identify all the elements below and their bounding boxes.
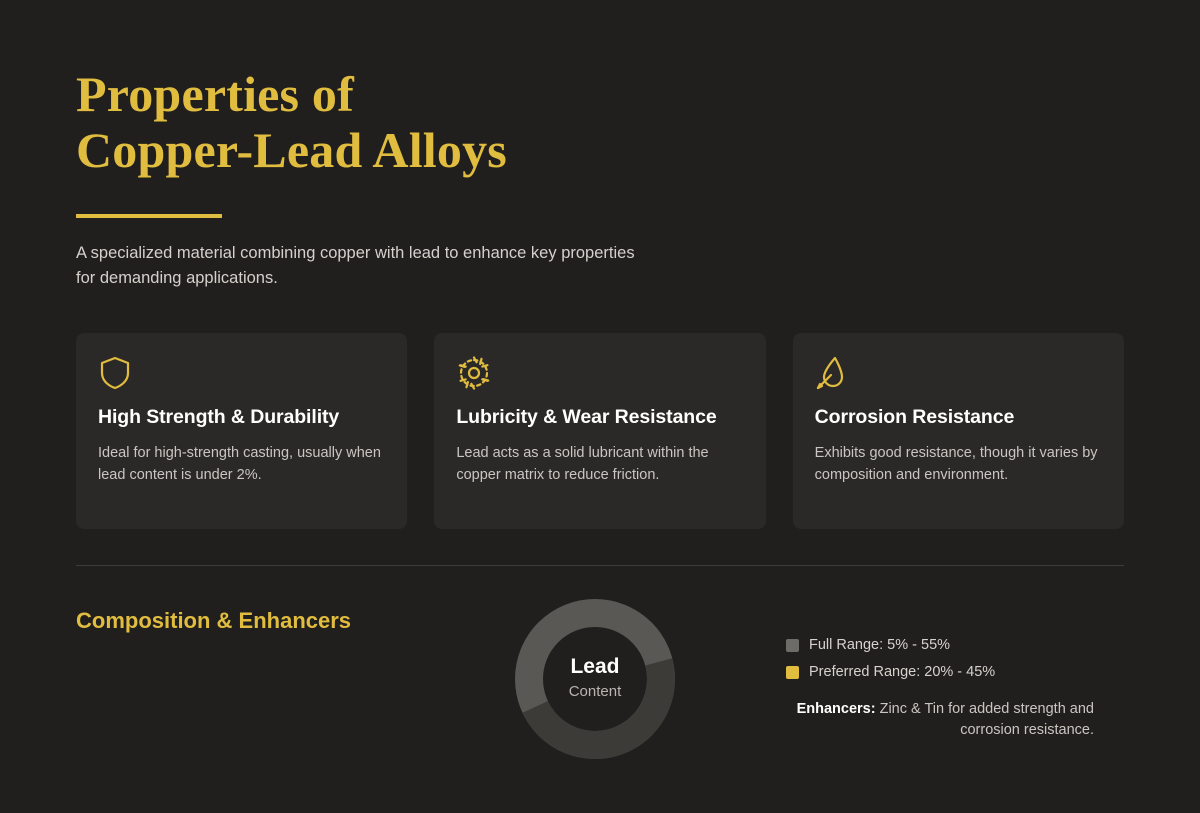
page-title xyxy=(76,0,1124,178)
feature-card[interactable] xyxy=(76,333,407,529)
feature-card-title: High Strength & Durability xyxy=(98,406,340,428)
feature-card-list xyxy=(76,333,1124,529)
enhancers-text: Zinc & Tin for added strength and corrosion resistance. xyxy=(879,701,1094,738)
page-title-line-1: Properties of xyxy=(76,66,354,122)
droplet-corrosion-icon xyxy=(815,355,1102,391)
feature-card-description: Exhibits good resistance, though it varies by composition and environment. xyxy=(814,445,1098,483)
feature-card[interactable] xyxy=(793,333,1124,529)
donut-center-sublabel: Content xyxy=(568,683,622,700)
legend-swatch-preferred-range xyxy=(786,666,799,679)
feature-card[interactable] xyxy=(434,333,765,529)
enhancers-note xyxy=(786,699,1094,741)
chart-legend xyxy=(786,594,1124,741)
donut-center-label: Lead xyxy=(570,655,620,678)
page-subtitle: A specialized material combining copper with lead to enhance key properties for demanding applications. xyxy=(76,244,635,287)
legend-item xyxy=(786,637,1124,653)
composition-section xyxy=(76,594,1124,794)
feature-card-description: Ideal for high-strength casting, usually when lead content is under 2%. xyxy=(98,445,381,483)
enhancers-label: Enhancers: xyxy=(796,701,876,717)
section-divider xyxy=(76,565,1124,566)
title-underline-rule xyxy=(76,214,222,218)
shield-icon xyxy=(98,355,385,391)
lead-content-donut-chart xyxy=(510,594,680,764)
feature-card-title: Lubricity & Wear Resistance xyxy=(456,406,717,428)
legend-swatch-full-range xyxy=(786,639,799,652)
legend-item xyxy=(786,664,1124,680)
gear-icon xyxy=(456,355,743,391)
composition-heading: Composition & Enhancers xyxy=(76,608,352,633)
feature-card-description: Lead acts as a solid lubricant within the copper matrix to reduce friction. xyxy=(456,445,709,483)
page-title-line-2: Copper-Lead Alloys xyxy=(76,122,507,178)
legend-label-full-range: Full Range: 5% - 55% xyxy=(809,637,951,653)
legend-label-preferred-range: Preferred Range: 20% - 45% xyxy=(809,664,996,680)
feature-card-title: Corrosion Resistance xyxy=(814,406,1015,428)
